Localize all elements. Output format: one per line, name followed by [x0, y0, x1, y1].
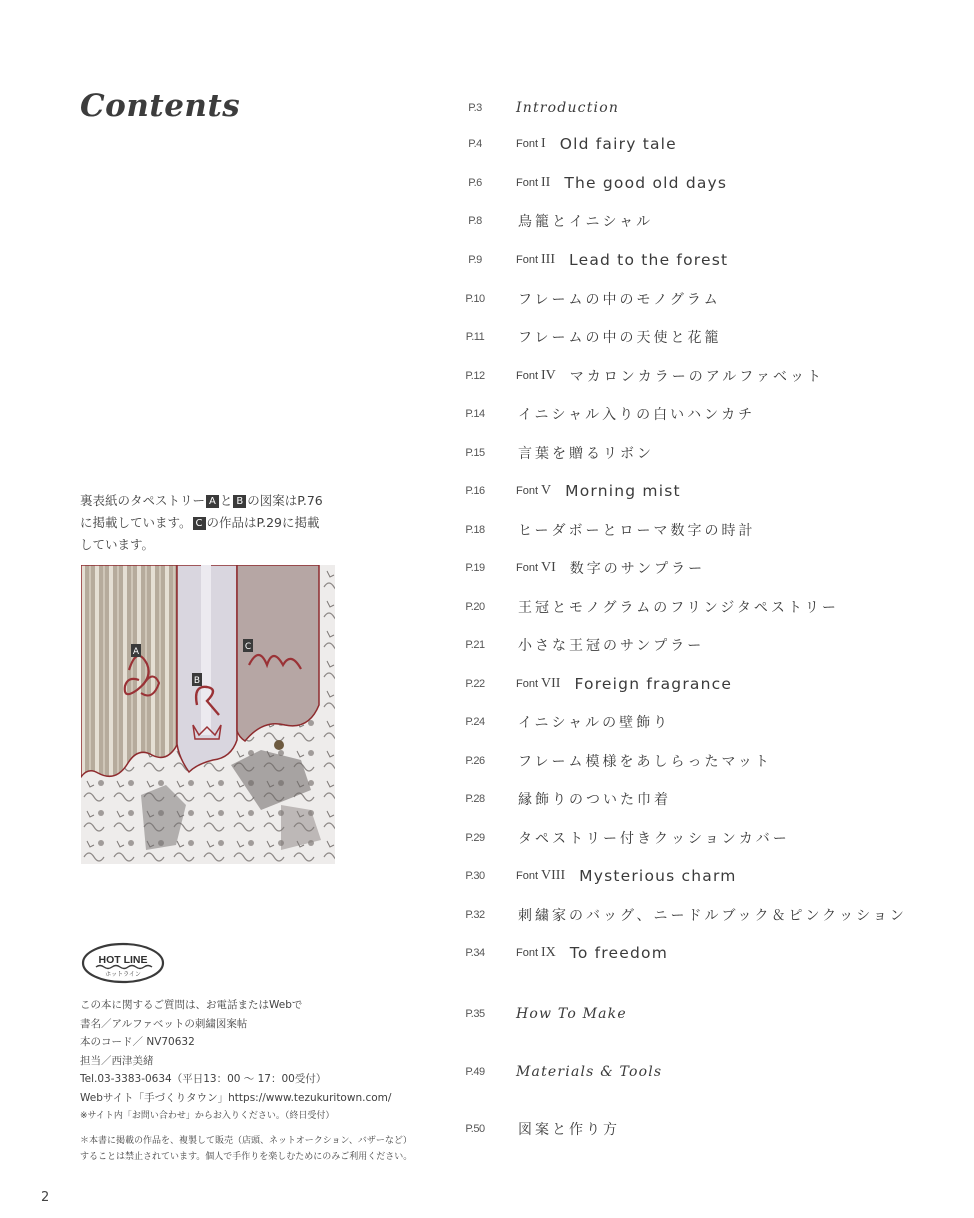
toc-font-word: Font: [516, 370, 539, 382]
toc-entry[interactable]: [446, 479, 681, 503]
toc-title: ヒーダボーとローマ数字の時計: [518, 523, 756, 539]
toc-page-number: P.10: [465, 293, 485, 305]
photo-label-b: B: [193, 676, 201, 686]
toc-entry[interactable]: [446, 1060, 662, 1084]
toc-font-numeral: VI: [541, 560, 556, 575]
toc-page-number: P.8: [468, 215, 482, 227]
toc-font-label: [516, 368, 556, 384]
toc-title: フレーム模様をあしらったマット: [518, 754, 772, 770]
toc-title: Materials & Tools: [516, 1064, 663, 1080]
toc-entry[interactable]: [446, 672, 732, 696]
toc-title: Mysterious charm: [579, 867, 737, 885]
toc-font-label: [516, 252, 555, 268]
toc-entry[interactable]: [446, 287, 721, 311]
toc-font-label: [516, 175, 550, 191]
toc-page-number: P.24: [465, 716, 485, 728]
toc-font-word: Font: [516, 870, 539, 882]
toc-page-number: P.28: [465, 793, 485, 805]
toc-font-numeral: VIII: [541, 868, 566, 883]
toc-title: 小さな王冠のサンプラー: [518, 638, 705, 654]
toc-page-number: P.6: [468, 177, 482, 189]
toc-title: The good old days: [564, 174, 728, 192]
toc-page-number: P.26: [465, 755, 485, 767]
note-text: の図案はP.76: [247, 493, 323, 508]
toc-title: 王冠とモノグラムのフリンジタペストリー: [518, 600, 839, 616]
toc-font-numeral: V: [541, 483, 552, 498]
info-line: Tel.03-3383-0634（平日13：00 〜 17：00受付）: [80, 1073, 327, 1085]
toc-page-number: P.22: [465, 678, 485, 690]
toc-font-word: Font: [516, 485, 539, 497]
toc-entry[interactable]: [446, 749, 772, 773]
toc-font-word: Font: [516, 138, 539, 150]
toc-font-numeral: IX: [541, 945, 556, 960]
contents-title: Contents: [80, 88, 241, 124]
page-number: 2: [41, 1190, 50, 1205]
toc-font-numeral: II: [541, 175, 551, 190]
toc-font-label: [516, 136, 546, 152]
toc-font-label: [516, 868, 565, 884]
toc-entry[interactable]: [446, 903, 907, 927]
toc-page-number: P.12: [465, 370, 485, 382]
toc-font-label: [516, 560, 556, 576]
toc-page-number: P.29: [465, 832, 485, 844]
warning-line: することは禁止されています。個人で手作りを楽しむためにのみご利用ください。: [80, 1151, 413, 1162]
toc-font-label: [516, 483, 551, 499]
toc-font-label: [516, 676, 560, 692]
toc-title: タペストリー付きクッションカバー: [518, 831, 790, 847]
toc-page-number: P.21: [465, 639, 485, 651]
toc-page-number: P.18: [465, 524, 485, 536]
toc-entry[interactable]: [446, 209, 653, 233]
toc-font-label: [516, 945, 556, 961]
toc-page-number: P.32: [465, 909, 485, 921]
note-text: の作品はP.29に掲載: [206, 515, 320, 530]
toc-title: How To Make: [516, 1006, 627, 1022]
cover-note-line-3: しています。: [80, 537, 155, 552]
toc-title: マカロンカラーのアルファベット: [569, 369, 824, 385]
toc-font-numeral: IV: [541, 368, 556, 383]
toc-title: Morning mist: [565, 482, 681, 500]
toc-title: フレームの中の天使と花籠: [518, 330, 722, 346]
toc-title: イニシャルの壁飾り: [518, 715, 671, 731]
toc-title: フレームの中のモノグラム: [518, 292, 721, 308]
toc-font-numeral: I: [541, 136, 546, 151]
toc-page-number: P.14: [465, 408, 485, 420]
toc-title: 数字のサンプラー: [569, 561, 706, 577]
toc-title: 鳥籠とイニシャル: [518, 214, 654, 230]
toc-title: 図案と作り方: [518, 1122, 620, 1138]
toc-page-number: P.35: [465, 1008, 485, 1020]
toc-entry[interactable]: [446, 325, 721, 349]
toc-entry[interactable]: [446, 96, 619, 120]
info-line: 書名／アルファベットの刺繍図案帖: [80, 1017, 248, 1030]
toc-page-number: P.16: [465, 485, 485, 497]
toc-title: Old fairy tale: [559, 135, 677, 153]
tag-b: B: [233, 495, 246, 508]
toc-page-number: P.15: [465, 447, 485, 459]
toc-page-number: P.30: [465, 870, 485, 882]
toc-entry[interactable]: [446, 402, 755, 426]
toc-title: Lead to the forest: [569, 251, 729, 269]
toc-title: 刺繍家のバッグ、ニードルブック＆ピンクッション: [518, 908, 907, 924]
toc-entry[interactable]: [446, 826, 790, 850]
note-text: に掲載しています。: [80, 515, 192, 530]
toc-page-number: P.4: [468, 138, 482, 150]
tag-a: A: [206, 495, 219, 508]
toc-entry[interactable]: [446, 787, 671, 811]
toc-entry[interactable]: [446, 364, 824, 388]
toc-page-number: P.9: [468, 254, 482, 266]
toc-entry[interactable]: [446, 595, 839, 619]
toc-entry[interactable]: [446, 518, 755, 542]
hotline-main: HOT LINE: [98, 954, 148, 966]
tag-c: C: [193, 517, 206, 530]
toc-title: 言葉を贈るリボン: [518, 446, 654, 462]
toc-entry[interactable]: [446, 633, 704, 657]
toc-title: Introduction: [516, 100, 620, 116]
note-text: 裏表紙のタペストリー: [80, 493, 206, 508]
toc-title: To freedom: [569, 944, 669, 962]
toc-page-number: P.20: [465, 601, 485, 613]
info-note: ※サイト内「お問い合わせ」からお入りください。（終日受付）: [80, 1111, 335, 1121]
toc-entry[interactable]: [446, 132, 677, 156]
photo-label-a: A: [132, 647, 140, 657]
toc-font-word: Font: [516, 562, 539, 574]
toc-title: イニシャル入りの白いハンカチ: [518, 407, 756, 423]
info-line: この本に関するご質問は、お電話またはWebで: [80, 999, 303, 1011]
toc-page-number: P.19: [465, 562, 485, 574]
toc-font-word: Font: [516, 678, 539, 690]
toc-entry[interactable]: [446, 864, 737, 888]
toc-page-number: P.3: [468, 102, 482, 114]
toc-entry[interactable]: [446, 710, 670, 734]
toc-entry[interactable]: [446, 1002, 627, 1026]
toc-entry[interactable]: [446, 248, 728, 272]
info-line: 本のコード／ NV70632: [80, 1036, 195, 1048]
toc-page-number: P.49: [465, 1066, 485, 1078]
warning-line: ＊本書に掲載の作品を、複製して販売（店頭、ネットオークション、バザーなど）: [80, 1136, 412, 1146]
toc-font-word: Font: [516, 254, 539, 266]
toc-entry[interactable]: [446, 441, 654, 465]
note-text: と: [219, 493, 233, 508]
toc-page-number: P.11: [465, 331, 485, 343]
toc-entry[interactable]: [446, 171, 727, 195]
info-line: Webサイト「手づくりタウン」https://www.tezukuritown.com/: [80, 1091, 392, 1104]
info-line: 担当／西津美緒: [80, 1054, 154, 1067]
toc-font-numeral: VII: [541, 676, 561, 691]
toc-font-word: Font: [516, 947, 539, 959]
toc-title: Foreign fragrance: [574, 675, 733, 693]
toc-font-numeral: III: [541, 252, 556, 267]
toc-title: 縁飾りのついた巾着: [518, 792, 671, 808]
toc-entry[interactable]: [446, 941, 668, 965]
toc-page-number: P.50: [465, 1123, 485, 1135]
toc-font-word: Font: [516, 177, 539, 189]
toc-page-number: P.34: [465, 947, 485, 959]
toc-entry[interactable]: [446, 556, 705, 580]
hotline-sub: ホットライン: [105, 971, 141, 978]
toc-entry[interactable]: [446, 1117, 620, 1141]
photo-label-c: C: [244, 642, 252, 652]
